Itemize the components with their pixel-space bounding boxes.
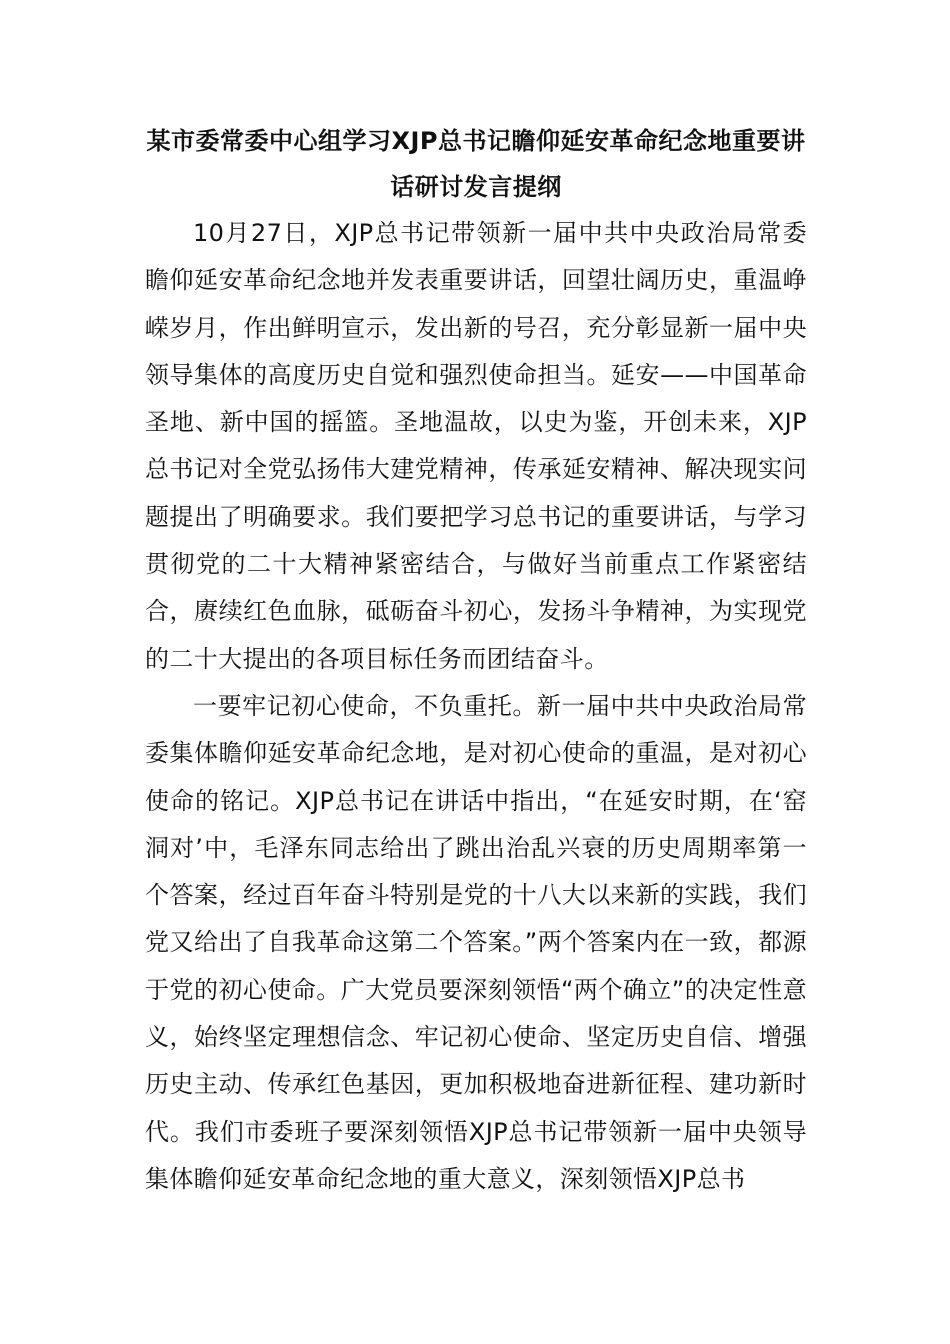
paragraph-point-one: 一要牢记初心使命，不负重托。新一届中共中央政治局常委集体瞻仰延安革命纪念地，是对初心使命的重温，是对初心使命的铭记。XJP总书记在讲话中指出，“在延安时期，在‘窑洞对’中，毛泽东同志给出了跳出治乱兴衰的历史周期率第一个答案，经过百年奋斗特别是党的十八大以来新的实践，我们党又给出了自我革命这第二个答案。”两个答案内在一致，都源于党的初心使命。广大党员要深刻领悟“两个确立”的决定性意义，始终坚定理想信念、牢记初心使命、坚定历史自信、增强历史主动、传承红色基因，更加积极地奋进新征程、建功新时代。我们市委班子要深刻领悟XJP总书记带领新一届中央领导集体瞻仰延安革命纪念地的重大意义，深刻领悟XJP总书 xyxy=(145,691,807,1193)
paragraph-intro: 10月27日，XJP总书记带领新一届中共中央政治局常委瞻仰延安革命纪念地并发表重要讲话，回望壮阔历史，重温峥嵘岁月，作出鲜明宣示，发出新的号召，充分彰显新一届中央领导集体的高度历史自觉和强烈使命担当。延安——中国革命圣地、新中国的摇篮。圣地温故，以史为鉴，开创未来，XJP总书记对全党弘扬伟大建党精神，传承延安精神、解决现实问题提出了明确要求。我们要把学习总书记的重要讲话，与学习贯彻党的二十大精神紧密结合，与做好当前重点工作紧密结合，赓续红色血脉，砥砺奋斗初心，发扬斗争精神，为实现党的二十大提出的各项目标任务而团结奋斗。 xyxy=(145,219,807,673)
document-body xyxy=(145,118,807,1203)
document-title: 某市委常委中心组学习XJP总书记瞻仰延安革命纪念地重要讲话研讨发言提纲 xyxy=(146,127,806,201)
